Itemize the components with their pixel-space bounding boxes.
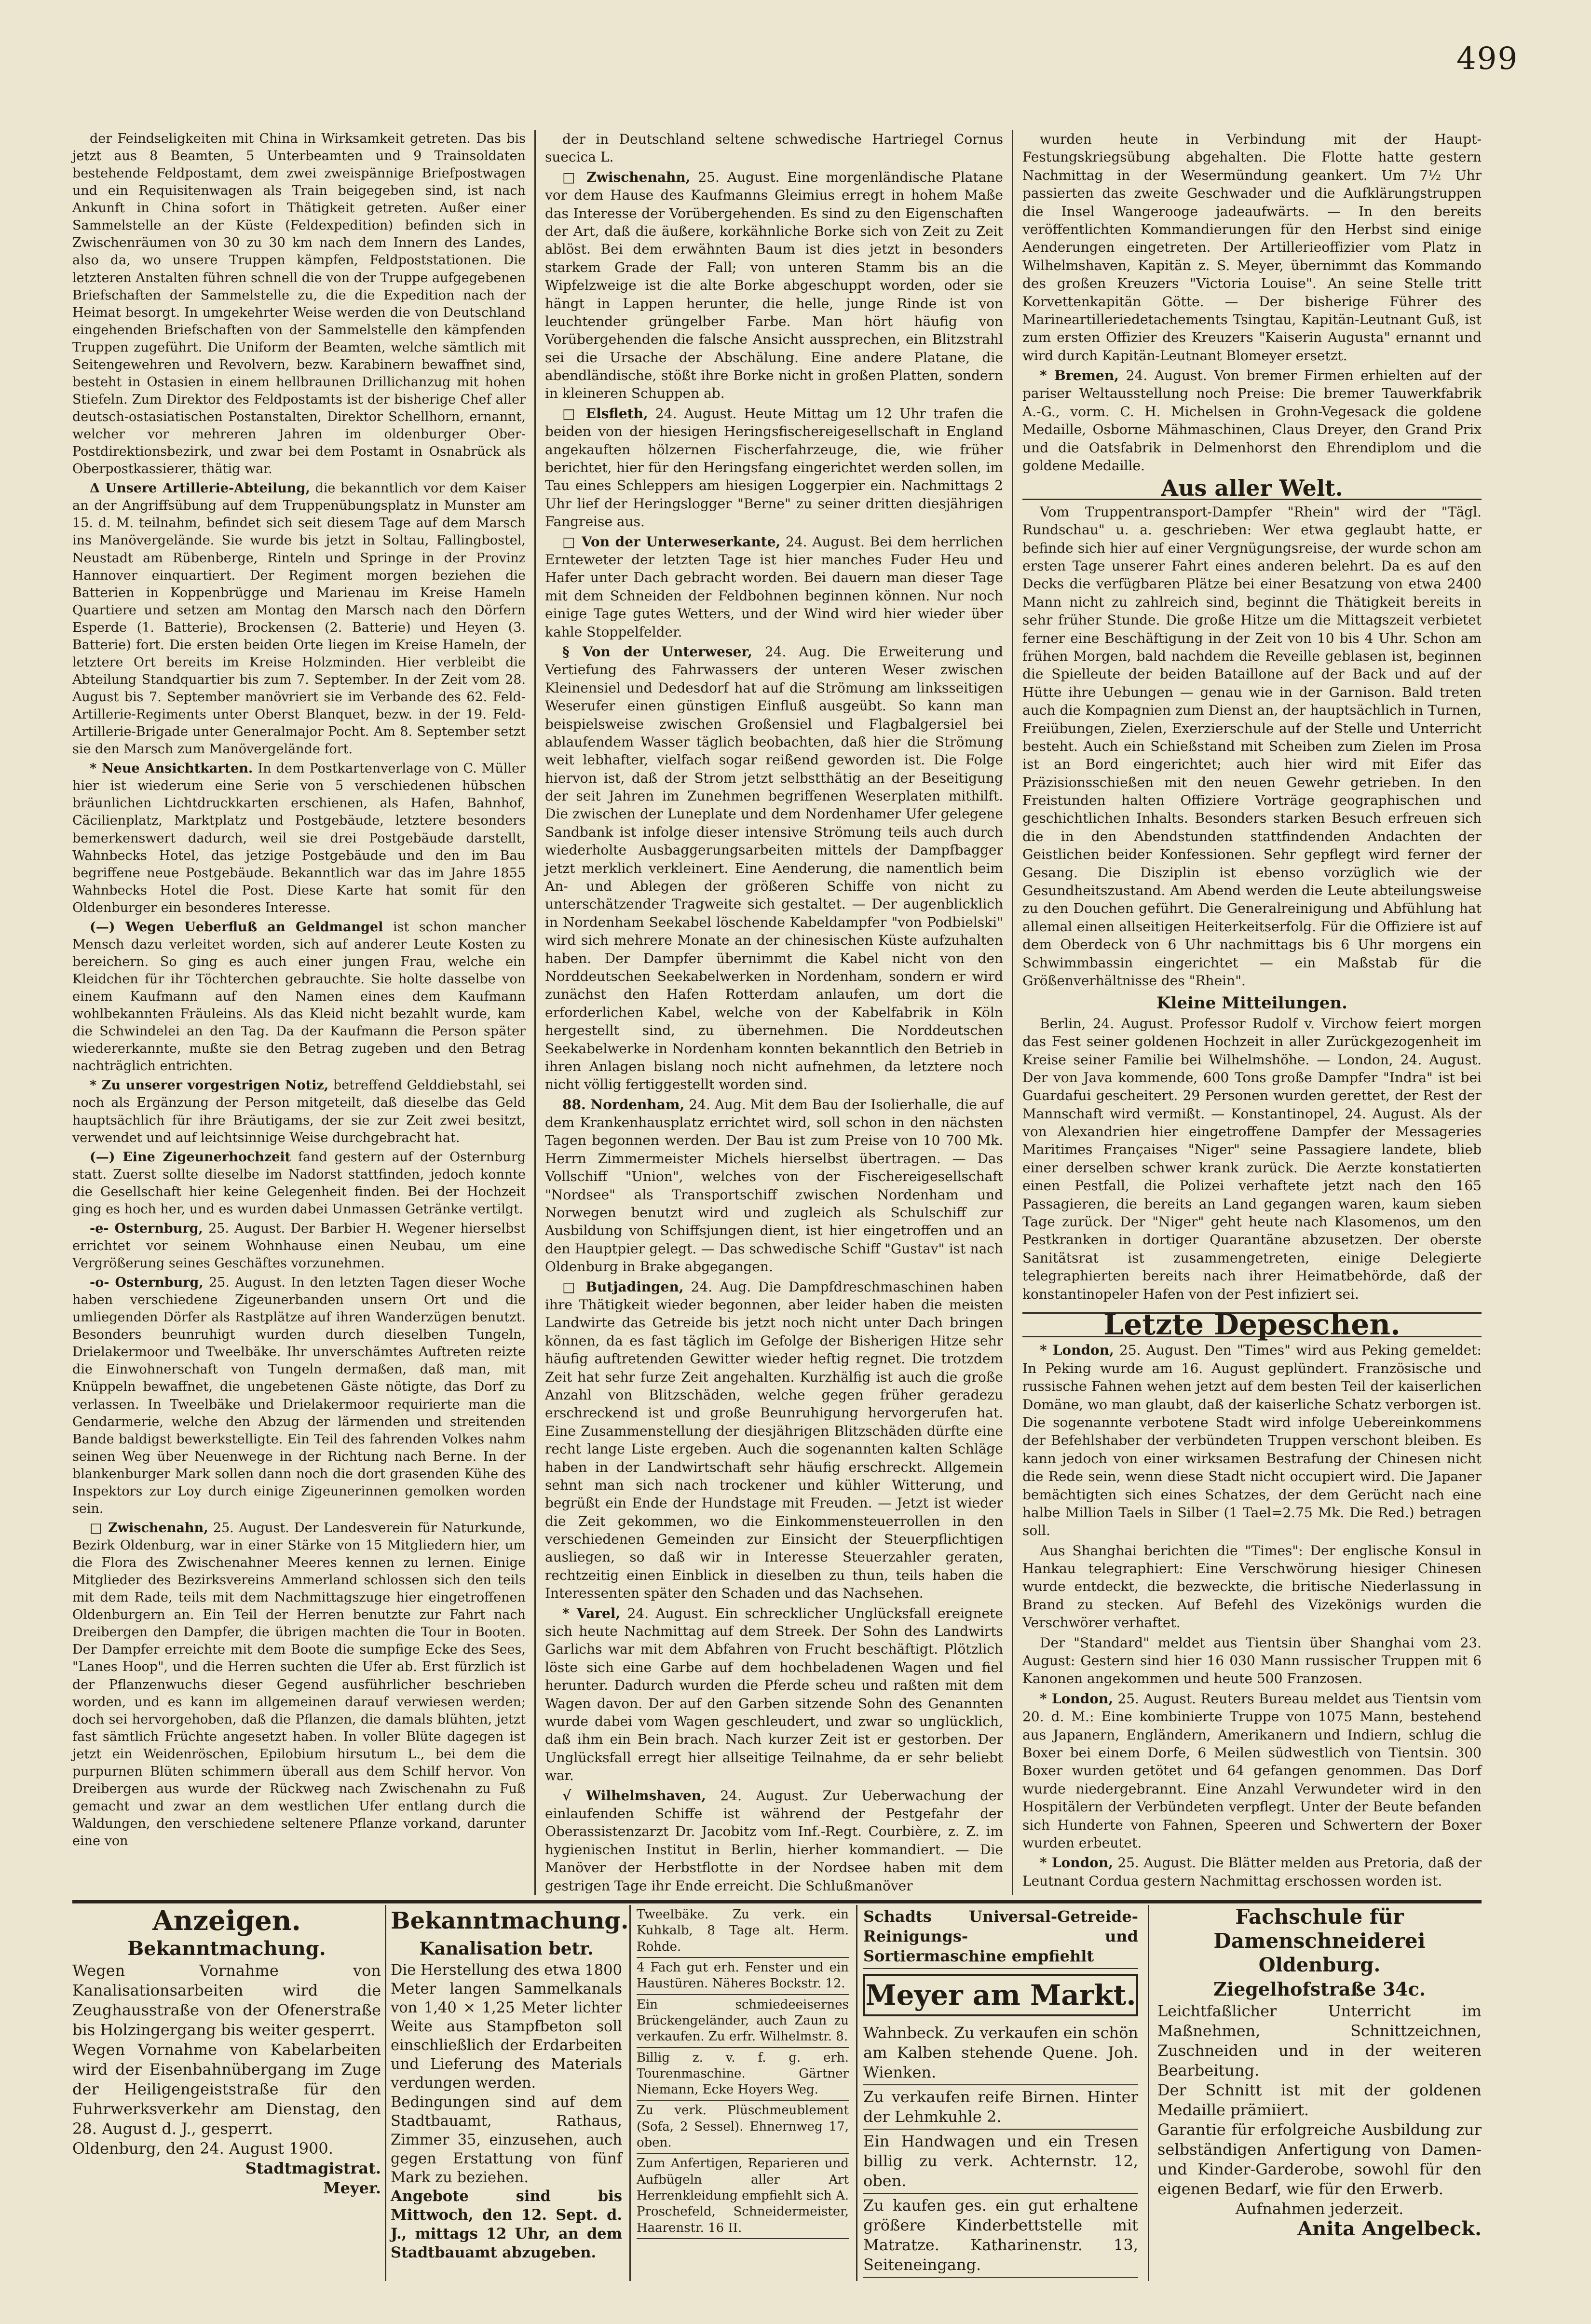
ad-subtitle: Kanalisation betr. — [419, 1939, 594, 1959]
ad-divider — [856, 1905, 857, 2281]
ad-text: Aufnahmen jederzeit. — [1235, 2200, 1404, 2218]
article-heading: □ Elsfleth, — [562, 405, 648, 421]
article-heading: -o- Osternburg, — [90, 1275, 204, 1291]
classified-ad: Zu kaufen ges. ein gut erhaltene größere Kinderbettstelle mit Matratze. Katharinenstr. 13, Seiteneingang. — [863, 2194, 1138, 2278]
ad-signature-name: Meyer. — [323, 2179, 381, 2197]
article — [1022, 1542, 1482, 1632]
ad-address: Ziegelhofstraße 34c. — [1213, 1978, 1426, 2000]
article-heading: □ Zwischenahn, — [562, 169, 691, 185]
article-text: 24. August. Bei dem herrlichen Ernteweter der letzten Tage ist hier manches Fuder Heu und Hafer unter Dach gebracht worden. Bei dauern man dieser Tage mit dem Schneiden der Feldbohnen beginnen können. Nur noch einige Tage gutes Wetters, und der Wind wird hier wieder über kahle Stoppelfelder. — [545, 533, 1003, 640]
column-3 — [1022, 130, 1482, 1895]
ad-kanalisation — [391, 1905, 629, 2281]
article-text: 24. Aug. Die Dampfdreschmaschinen haben ihre Thätigkeit wieder begonnen, aber leider haben die meisten Landwirte das Getreide bis jetzt noch nicht unter Dach bringen können, da es fast täglich im Gefolge der Bisherigen Hitze sehr häufig auftretenden Gewitter wieder heftig regnet. Die trotzdem Zeit hat sehr furze Zeit angehalten. Kurzhälfig ist auch die große Anzahl von Blitzschäden, welche gegen früher geradezu erschreckend ist und große Beunruhigung hervorgerufen hat. Eine Zusammenstellung der diesjährigen Blitzschäden dürfte eine recht lange Liste ergeben. Auch die sogenannten kalten Schläge haben in der Landwirtschaft sehr häufig erschreckt. Allgemein sehnt man sich nach trockener und kühler Witterung, und begrüßt ein Ende der Hundstage mit Freuden. — Jetzt ist wieder die Zeit gekommen, wo die Einkommensteuerrollen in den verschiedenen Gemeinden zur Einsicht der Steuerpflichtigen ausliegen, so daß wir in Interesse Steuerzahler geraten, rechtzeitig einen Einblick in dieselben zu thun, teils haben die Interessenten später den Schaden und das Nachsehen. — [545, 1278, 1003, 1602]
article-text: 24. August. Ein schrecklicher Unglücksfall ereignete sich heute Nachmittag auf dem Streek. Der Sohn des Landwirts Garlichs war mit dem Abfahren von Frucht beschäftigt. Plötzlich löste sich eine Garbe auf dem hochbeladenen Wagen und fiel herunter. Dadurch wurden die Pferde scheu und raßten mit dem Wagen davon. Der auf den Garben sitzende Sohn des Genannten wurde dabei vom Wagen geschleudert, und zwar so unglücklich, daß ihm ein Bein brach. Nach kurzer Zeit ist er gestorben. Der Unglücksfall erregt hier allseitige Teilnahme, da er sehr beliebt war. — [545, 1605, 1003, 1784]
section-heading-aus-aller-welt: Aus aller Welt. — [1022, 479, 1482, 500]
article — [1022, 503, 1482, 990]
article — [545, 1604, 1003, 1785]
column-divider — [534, 130, 536, 1895]
article — [72, 130, 526, 478]
article-heading: * Neue Ansichtkarten. — [90, 761, 253, 776]
ad-text: Angebote sind bis Mittwoch, den 12. Sept. d. J., mittags 12 Uhr, an dem Stadtbauamt abzugeben. — [391, 2187, 622, 2262]
article-text: der in Deutschland seltene schwedische Hartriegel Cornus suecica L. — [545, 131, 1003, 165]
article — [545, 1787, 1003, 1895]
article — [545, 130, 1003, 166]
ad-date: Oldenburg, den 24. August 1900. — [72, 2139, 333, 2158]
column-divider — [1012, 130, 1013, 1895]
ad-text: Schadts Universal-Getreide-Reinigungs- und Sortiermaschine empfiehlt — [863, 1905, 1138, 1969]
article-heading: * London, — [1040, 1690, 1113, 1707]
ad-text: Die Herstellung des etwa 1800 Meter langen Sammelkanals von 1,40 × 1,25 Meter lichter Weite aus Stampfbeton soll einschließlich der Erdarbeiten und Lieferung des Materials verdungen werden. — [391, 1962, 622, 2092]
article-text: 24. August. Von bremer Firmen erhielten auf der pariser Weltausstellung noch Preise: Die bremer Tauwerkfabrik A.-G., vorm. C. H. Michelsen in Grohn-Vegesack die goldene Medaille, Osborne Mähmaschinen, Claus Dreyer, den Grand Prix und die Oatsfabrik in Delmenhorst den Ehrendiplom und die goldene Medaille. — [1022, 367, 1482, 474]
article-heading: * Varel, — [562, 1605, 621, 1621]
ad-text: Leichtfaßlicher Unterricht im Maßnehmen, Schnittzeichnen, Zuschneiden und in der weiteren Bearbeitung. — [1157, 2002, 1482, 2079]
article-text: 24. August. Heute Mittag um 12 Uhr trafen die beiden von der hiesigen Heringsfischereigesellschaft in England angekauften hölzernen Fischerfahrzeuge, die, wie früher berichtet, hier für den Heringsfang eingerichtet werden sollen, im Tau eines Schleppers am hiesigen Loggerpier ein. Nachmittags 2 Uhr lief der Heringslogger "Berne" zu seiner dritten diesjährigen Fangreise aus. — [545, 405, 1004, 530]
article — [1022, 1015, 1482, 1303]
article-text: Vom Truppentransport-Dampfer "Rhein" wird der "Tägl. Rundschau" u. a. geschrieben: Wer etwa geglaubt hatte, er befinde sich hier auf einer Vergnügungsreise, der wurde schon am ersten Tage unserer Fahrt eines anderen belehrt. Da es auf den Decks die verfügbaren Plätze bei einer Besatzung von etwa 2400 Mann nicht zu zahlreich sind, beginnt die Thätigkeit bereits in sehr früher Stunde. Die große Hitze um die Mittagszeit verbietet ferner eine Beschäftigung in der Zeit von 10 bis 4 Uhr. Schon am frühen Morgen, bald nachdem die Reveille geblasen ist, beginnen die Spielleute der beiden Bataillone auf der Back und auf der Hütte ihre Uebungen — genau wie in der Garnison. Bald treten auch die Kompagnien zum Dienst an, der hauptsächlich in Turnen, Freiübungen, Zielen, Exerzierschule auf der Stelle und Unterricht besteht. Auch ein Schießstand mit Scheiben zum Zielen im Prosa ist an Bord eingerichtet; auch hier wird mit Eifer das Präzisionsschießen mit den neuen Gewehr getrieben. In den Freistunden halten Offiziere Vorträge geographischen und geschichtlichen Inhalts. Besonders starken Besuch erfreuen sich die in den Abendstunden stattfindenden Andachten der Geistlichen beider Konfessionen. Sehr gepflegt wird ferner der Gesang. Die Disziplin ist ebenso vorzüglich wie der Gesundheitszustand. Am Abend werden die Leute abteilungsweise zu den Douchen geführt. Die Generalreinigung und Abfühlung hat allemal einen allseitigen Heiterkeitserfolg. Für die Offiziere ist auf dem Oberdeck von 6 Uhr nachmittags bis 6 Uhr morgens ein Schwimmbassin eingerichtet — ein Maßstab für die Größenverhältnisse des "Rhein". — [1022, 503, 1482, 989]
article-heading: □ Zwischenahn, — [90, 1520, 208, 1536]
ads-heading: Anzeigen. — [152, 1905, 301, 1937]
article-heading: * London, — [1040, 1855, 1113, 1871]
article — [545, 168, 1003, 403]
ad-fachschule — [1157, 1905, 1482, 2281]
ad-title: Bekanntmachung. — [391, 1907, 629, 1934]
article-text: 25. August. Reuters Bureau meldet aus Tientsin vom 20. d. M.: Eine kombinierte Truppe von 1075 Mann, bestehend aus Japanern, Engländern, Amerikanern und Indiern, schlug die Boxer bei einem Dorfe, 6 Meilen südwestlich von Tientsin. 300 Boxer wurden getötet und 64 gefangen genommen. Das Dorf wurde niedergebrannt. Eine Anzahl Verwundeter wird in den Hospitälern der Verbündeten verpflegt. Unter der Beute befanden sich Hunderte von Fahnen, Speeren und Schwertern der Boxer wurden erbeutet. — [1022, 1690, 1482, 1851]
ad-divider — [629, 1905, 631, 2281]
article — [1022, 1341, 1482, 1539]
ad-divider — [1148, 1905, 1149, 2281]
article-text: Der "Standard" meldet aus Tientsin über Shanghai vom 23. August: Gestern sind hier 16 030 Mann russischer Truppen mit 6 Kanonen angekommen und heute 500 Franzosen. — [1022, 1634, 1482, 1687]
article — [72, 480, 526, 758]
article-heading: □ Butjadingen, — [562, 1278, 684, 1295]
classified-ad: Zu verkaufen reife Birnen. Hinter der Lehmkuhle 2. — [863, 2085, 1138, 2130]
article — [545, 405, 1003, 531]
article-text: der Feindseligkeiten mit China in Wirksamkeit getreten. Das bis jetzt aus 8 Beamten, 5 Unterbeamten und 9 Trainsoldaten bestehende Feldpostamt, dem zwei zweispännige Briefpostwagen und ein Requisitenwagen als Train beigegeben sind, ist nach Ankunft in China sofort in Thätigkeit getreten. Außer einer Sammelstelle an der Küste (Feldexpedition) befinden sich in Zwischenräumen von 30 zu 30 km nach dem Innern des Landes, also da, wo unsere Truppen kämpfen, Feldpoststationen. Die letzteren Anstalten führen schnell die von der Truppe aufgegebenen Briefschaften der Sammelstelle zu, die die Expedition nach der Heimat besorgt. In umgekehrter Weise werden die von Deutschland eingehenden Briefschaften von der Sammelstelle den kämpfenden Truppen zugeführt. Die Uniform der Beamten, welche sämtlich mit Seitengewehren und Revolvern, bezw. Karabinern bewaffnet sind, besteht in Ostasien in einem hellbraunen Drillichanzug mit hohen Stiefeln. Zum Direktor des Feldpostamts ist der bisherige Chef aller deutsch-ostasiatischen Postanstalten, Direktor Schellhorn, ernannt, welcher vor mehreren Jahren im oldenburger Ober-Postdirektionsbezirk, und zwar bei dem Postamt in Osnabrück als Oberpostkassierer, thätig war. — [72, 131, 526, 477]
column-2 — [545, 130, 1003, 1895]
ad-text: Wegen Vornahme von Kabelarbeiten wird der Eisenbahnübergang im Zuge der Heiligengeiststraße für den Fuhrwerksverkehr am Dienstag, den 28. August d. J., gesperrt. — [72, 2040, 381, 2138]
article — [545, 643, 1003, 1094]
article-text: wurden heute in Verbindung mit der Haupt-Festungskriegsübung abgehalten. Die Flotte hatte gestern Nachmittag in der Wesermündung geankert. Um 7½ Uhr passierten das zweite Geschwader und die Aufklärungstruppen die Insel Wangerooge jadeaufwärts. — In den bereits veröffentlichten Kommandierungen für den Herbst sind einige Aenderungen eingetreten. Der Artillerieoffizier vom Platz in Wilhelmshaven, Kapitän z. S. Meyer, übernimmt das Kommando des großen Kreuzers "Victoria Louise". An seine Stelle tritt Korvettenkapitän Götte. — Der bisherige Führer des Marineartilleriedetachements Tsingtau, Kapitän-Leutnant Guß, ist zum ersten Offizier des Kreuzers "Kaiserin Augusta" ernannt und wird durch Kapitän-Leutnant Blomeyer ersetzt. — [1022, 131, 1482, 364]
article-heading: § Von der Unterweser, — [562, 643, 752, 660]
classified-ad: Tweelbäke. Zu verk. ein Kuhkalb, 8 Tage alt. Herm. Rohde. — [637, 1905, 849, 1958]
classified-ad: Ein Handwagen und ein Tresen billig zu verk. Achternstr. 12, oben. — [863, 2130, 1138, 2194]
article-text: 24. Aug. Die Erweiterung und Vertiefung des Fahrwassers der unteren Weser zwischen Kleinensiel und Dedesdorf hat auf die Strömung am linksseitigen Weserufer einen günstigen Einfluß ausgeübt. So kann man beispielsweise zwischen Großensiel und Flagbalgersiel bei ablaufendem Wasser täglich beobachten, daß hier die Strömung weit lebhafter, vielfach sogar reißend geworden ist. Die Folge hiervon ist, daß der Strom jetzt selbstthätig an der Beseitigung der seit Jahren im Zunehmen begriffenen Weserplaten mithilft. Die zwischen der Luneplate und dem Nordenhamer Ufer gelegene Sandbank ist infolge dieser intensive Strömung teils auch durch wiederholte Ausbaggerungsarbeiten mittels der Dampfbagger jetzt merklich verkleinert. Eine Aenderung, die namentlich beim An- und Ablegen der größeren Schiffe von nicht zu unterschätzender Tragweite sich gestaltet. — Der augenblicklich in Nordenham Seekabel löschende Kabeldampfer "von Podbielski" wird sich mehrere Monate an der chinesischen Küste aufzuhalten haben. Der Dampfer übernimmt die Kabel nicht von den Norddeutschen Seekabelwerken in Nordenham, sondern er wird zunächst den Hafen Rotterdam anlaufen, um dort die erforderlichen Kabel, welche von der Kabelfabrik in Köln hergestellt sind, zu übernehmen. Die Norddeutschen Seekabelwerke in Nordenham konnten bekanntlich den Betrieb in ihren Anlagen bislang noch nicht aufnehmen, da letztere noch nicht völlig fertiggestellt worden sind. — [545, 643, 1004, 1093]
article — [72, 919, 526, 1075]
article — [72, 1077, 526, 1146]
article-text: 25. August. Der Barbier H. Wegener hierselbst errichtet vor seinem Wohnhause einen Neubau, um eine Vergrößerung seines Geschäftes vorzunehmen. — [72, 1221, 526, 1271]
ad-bekanntmachung-strassensperrung — [72, 1905, 381, 2281]
ad-meyer-am-markt — [863, 1905, 1138, 2281]
ad-title: Bekanntmachung. — [127, 1937, 326, 1960]
article-text: 25. August. Die Blätter melden aus Pretoria, daß der Leutnant Cordua gestern Nachmittag erschossen worden ist. — [1022, 1855, 1482, 1889]
article-text: Berlin, 24. August. Professor Rudolf v. Virchow feiert morgen das Fest seiner goldenen Hochzeit in aller Zurückgezogenheit im Kreise seiner Familie bei Wilhelmshöhe. — London, 24. August. Der von Java kommende, 600 Tons große Dampfer "Indra" ist bei Guardafui gescheitert. 29 Personen wurden gerettet, der Rest der Mannschaft wird vermißt. — Konstantinopel, 24. August. Als der von Alexandrien hier eingetroffene Dampfer der Messageries Maritimes Françaises "Niger" seine Passagiere landete, blieb einer derselben schwer krank zurück. Die Aerzte konstatierten einen Pestfall, die Polizei verhaftete jetzt nach den 165 Passagieren, die bereits an Land gegangen waren, kaum sieben Tage zurück. Der "Niger" geht heute nach Klasomenos, um den Pestkranken in dortiger Quarantäne abzusetzen. Der oberste Sanitätsrat ist zusammengetreten, einige Delegierte telegraphierten bereits nach ihrer Heimatbehörde, daß der konstantinopeler Hafen von der Pest infiziert sei. — [1022, 1015, 1482, 1302]
article-heading: * Zu unserer vorgestrigen Notiz, — [90, 1078, 329, 1093]
article-text: 25. August. In den letzten Tagen dieser Woche haben verschiedene Zigeunerbanden unsern Ort und die umliegenden Dörfer als Rastplätze auf ihren Wanderzügen benutzt. Besonders beunruhigt wurden durch dieselben Tungeln, Drielakermoor und Tweelbäke. Ihr unverschämtes Auftreten reizte die Einwohnerschaft von Tungeln dermaßen, daß man, mit Knüppeln bewaffnet, die ungebetenen Gäste nötigte, das Dorf zu verlassen. In Tweelbäke und Drielakermoor requirierte man die Gendarmerie, welche den Abzug der lärmenden und streitenden Bande baldigst bewerkstelligte. Ein Teil des fahrenden Volkes nahm seinen Weg über Neuenwege in der Richtung nach Berne. In der blankenburger Mark sollen dann noch die dort grasenden Kühe des Inspektors zur Loy durch einige Zigeunerinnen gemolken worden sein. — [72, 1275, 526, 1516]
classified-ad: Ein schmiedeeisernes Brückengeländer, auch Zaun zu verkaufen. Zu erfr. Wilhelmstr. 8. — [637, 1995, 849, 2048]
article-heading: 88. Nordenham, — [562, 1096, 685, 1113]
article — [1022, 1690, 1482, 1852]
ad-signature: Anita Angelbeck. — [1297, 2217, 1482, 2240]
article — [72, 1274, 526, 1518]
article — [1022, 1854, 1482, 1890]
article-text: 24. Aug. Mit dem Bau der Isolierhalle, die auf dem Krankenhausplatz errichtet wird, soll schon in den nächsten Tagen begonnen werden. Der Bau ist zum Preise von 10 700 Mk. Herrn Zimmermeister Michels hierselbst übertragen. — Das Vollschiff "Union", welches von der Fischereigesellschaft "Nordsee" als Transportschiff zwischen Nordenham und Norwegen benutzt wird und zugleich als Schulschiff zur Ausbildung von Schiffsjungen dient, ist hier eingetroffen und an den Hauptpier gelegt. — Das schwedische Schiff "Gustav" ist nach Oldenburg in Brake abgegangen. — [545, 1096, 1003, 1275]
ad-divider — [385, 1905, 386, 2281]
column-1 — [72, 130, 526, 1895]
ad-big-name: Meyer am Markt. — [863, 1974, 1138, 2016]
article-heading: * Bremen, — [1040, 367, 1119, 384]
advertisement-rule — [72, 1900, 1482, 1903]
ad-text: Garantie für erfolgreiche Ausbildung zur selbständigen Anfertigung von Damen- und Kinder-Garderobe, sowohl für den eigenen Bedarf, wie für den Erwerb. — [1157, 2120, 1482, 2198]
article-text: Aus Shanghai berichten die "Times": Der englische Konsul in Hankau telegraphiert: Eine Verschwörung hiesiger Chinesen wurde entdeckt, die bezweckte, die britische Niederlassung in Brand zu stecken. Auf Befehl des Vizekönigs wurden die Verschwörer verhaftet. — [1022, 1542, 1482, 1631]
article — [1022, 367, 1482, 475]
page-number: 499 — [1456, 41, 1519, 77]
article-text: betreffend Gelddiebstahl, sei noch als Ergänzung der Person mitgeteilt, daß dieselbe das Geld hauptsächlich für ihre Bräutigams, der sie zur Zeit zwei besitzt, verwendet und auf leichtsinnige Weise durchgebracht hat. — [72, 1078, 526, 1145]
ad-signature: Stadtmagistrat. — [245, 2159, 381, 2177]
article — [72, 1149, 526, 1218]
article-heading: Δ Unsere Artillerie-Abteilung, — [90, 481, 310, 496]
article — [545, 1278, 1003, 1603]
article-heading: -e- Osternburg, — [90, 1221, 203, 1236]
ad-text: Der Schnitt ist mit der goldenen Medaille prämiiert. — [1157, 2081, 1482, 2119]
article-text: 25. August. Den "Times" wird aus Peking gemeldet: In Peking wurde am 16. August geplündert. Französische und russische Fahnen wehen jetzt auf dem besten Teil der kaiserlichen Domäne, wo man glaubt, daß der kaiserliche Schatz verborgen ist. Die sogenannte verbotene Stadt wird infolge Uebereinkommens der Befehlshaber der verbündeten Truppen verschont bleiben. Es kann jedoch von einer wirksamen Bestrafung der Chinesen nicht die Rede sein, wenn diese Stadt nicht occupiert wird. Die Japaner bemächtigten sich eines Schatzes, der dem Gerücht nach eine halbe Million Taels in Silber (1 Tael=2.75 Mk. Die Red.) betragen soll. — [1022, 1342, 1482, 1539]
ad-small-classifieds — [637, 1905, 849, 2281]
article-text: 24. August. Zur Ueberwachung der einlaufenden Schiffe ist während der Pestgefahr der Oberassistenzarzt Dr. Jacobitz vom Inf.-Regt. Courbière, z. Z. im hygienischen Institut in Berlin, hierher kommandiert. — Die Manöver der Herbstflotte in der Nordsee haben mit dem gestrigen Tage ihr Ende erreicht. Die Schlußmanöver — [545, 1787, 1004, 1894]
section-heading-kleine-mitteilungen: Kleine Mitteilungen. — [1156, 993, 1348, 1013]
article — [72, 1220, 526, 1272]
article-text: In dem Postkartenverlage von C. Müller hier ist wiederum eine Serie von 5 verschiedenen hübschen bräunlichen Lichtdruckkarten erschienen, als Hafen, Bahnhof, Cäcilienplatz, Marktplatz und Postgebäude, letztere besonders bemerkenswert dadurch, weil sie drei Postgebäude darstellt, Wahnbecks Hotel, das jetzige Postgebäude und den im Bau begriffene neue Postgebäude. Bekanntlich war das im Jahre 1855 Wahnbecks Hotel die Post. Diese Karte hat somit für den Oldenburger ein besonderes Interesse. — [72, 761, 526, 915]
article-heading: (—) Eine Zigeunerhochzeit — [90, 1149, 291, 1165]
ad-text: Bedingungen sind auf dem Stadtbauamt, Rathaus, Zimmer 35, einzusehen, auch gegen Erstattung von fünf Mark zu beziehen. — [391, 2093, 622, 2186]
article-heading: * London, — [1040, 1342, 1114, 1359]
ad-city: Oldenburg. — [1258, 1954, 1381, 1976]
article — [1022, 1634, 1482, 1688]
article-text: die bekanntlich vor dem Kaiser an der Angriffsübung auf dem Truppenübungsplatz in Munster am 15. d. M. teilnahm, befindet sich seit diesem Tage auf dem Marsch ins Manövergelände. Sie wurde bis jetzt in Soltau, Fallingbostel, Neustadt am Rübenberge, Rinteln und Springe in der Provinz Hannover einquartiert. Der Regiment morgen beziehen die Batterien in Koppenbrügge und Marienau im Kreise Hameln Quartiere und setzen am Montag den Marsch nach den Dörfern Esperde (1. Batterie), Brockensen (2. Batterie) und Heyen (3. Batterie) fort. Die ersten beiden Orte liegen im Kreise Hameln, der letztere Ort bereits im Kreise Holzminden. Hier verbleibt die Abteilung Standquartier bis zum 7. September. In der Zeit vom 28. August bis 7. September manövriert sie im Verbande des 62. Feld-Artillerie-Regiments unter Oberst Blanquet, bezw. in der 19. Feld-Artillerie-Brigade unter Generalmajor Pocht. Am 8. September setzt sie den Marsch zum Manövergelände fort. — [72, 481, 526, 757]
classified-ad: Zu verk. Plüschmeublement (Sofa, 2 Sessel). Ehnernweg 17, oben. — [637, 2101, 849, 2154]
ad-title: Fachschule für Damenschneiderei — [1213, 1905, 1426, 1953]
article-heading: (—) Wegen Ueberfluß an Geldmangel — [90, 919, 383, 935]
article-text: 25. August. Der Landesverein für Naturkunde, Bezirk Oldenburg, war in einer Stärke von 15 Mitgliedern hier, um die Flora des Zwischenahner Meeres kennen zu lernen. Einige Mitglieder des Bezirksvereins Ammerland schlossen sich den teils mit dem Rade, teils mit dem Nachmittagszuge hier eingetroffenen Oldenburgern an. Ein Teil der Herren benutzte zur Fahrt nach Dreibergen den Dampfer, die übrigen machten die Tour in Booten. Der Dampfer erreichte mit dem Boote die sumpfige Ecke des Sees, "Lanes Hoop", und die Herren suchten die Ufer ab. Erst fürzlich ist der Pflanzenwuchs dieser Gegend ausführlicher beschrieben worden, und es kann im allgemeinen darauf verwiesen werden; doch sei hervorgehoben, daß die Pflanzen, die damals blühten, jetzt fast sämtlich Früchte angesetzt haben. In voller Blüte dagegen ist jetzt ein Weidenröschen, Epilobium hirsutum L., bei dem die purpurnen Blüten schimmern überall aus dem Schilf hervor. Von Dreibergen aus wurde der Rückweg nach Zwischenahn zu Fuß gemacht und zwar an dem westlichen Ufer entlang durch die Waldungen, den verschiedene seltenere Pflanze vorkand, darunter eine von — [72, 1520, 526, 1849]
article — [72, 1520, 526, 1850]
article — [1022, 130, 1482, 365]
article-text: fand gestern auf der Osternburg statt. Zuerst sollte dieselbe im Nadorst stattfinden, jedoch konnte die Gesellschaft hier keine Gelegenheit finden. Bei der Hochzeit ging es hoch her, und es wurden dabei Unmassen Getränke vertilgt. — [72, 1149, 526, 1217]
classified-ad: Zum Anfertigen, Reparieren und Aufbügeln aller Art Herrenkleidung empfiehlt sich A. Proschefeld, Schneidermeister, Haarenstr. 16 II. — [637, 2154, 849, 2239]
classified-ad: Billig z. v. f. g. erh. Tourenmaschine. Gärtner Niemann, Ecke Hoyers Weg. — [637, 2048, 849, 2101]
article — [72, 760, 526, 917]
classified-ad: 4 Fach gut erh. Fenster und ein Haustüren. Näheres Bockstr. 12. — [637, 1958, 849, 1995]
ad-text: Wegen Vornahme von Kanalisationsarbeiten wird die Zeughausstraße von der Ofenerstraße bis Holzingergang bis weiter gesperrt. — [72, 1961, 381, 2039]
article-text: ist schon mancher Mensch dazu verleitet worden, sich auf anderer Leute Kosten zu bereichern. So ging es auch einer jungen Frau, welche ein Kleidchen für ihr Töchterchen gebrauchte. Sie holte dasselbe von einem Kaufmann auf den Namen eines dem Kaufmann wohlbekannten Fräuleins. Als das Kleid nicht bezahlt wurde, kam die Schwindelei an den Tag. Da der Kaufmann die Person später wiedererkannte, mußte sie den Betrag zugeben und den Betrag nachträglich entrichten. — [72, 919, 526, 1074]
article-heading: □ Von der Unterweserkante, — [562, 533, 781, 550]
section-heading-letzte-depeschen: Letzte Depeschen. — [1022, 1312, 1482, 1337]
article — [545, 533, 1003, 641]
classified-ad: Wahnbeck. Zu verkaufen ein schön am Kalben stehende Quene. Joh. Wienken. — [863, 2021, 1138, 2085]
article-text: 25. August. Eine morgenländische Platane vor dem Hause des Kaufmanns Gleimius erregt in hohem Maße das Interesse der Vorübergehenden. Es sind zu den Eigenschaften der Art, daß die äußere, korkähnliche Borke sich von Zeit zu Zeit ablöst. Bei dem erwähnten Baum ist dies jetzt in besonders starkem Grade der Fall; von unteren Stamm bis an die Wipfelzweige ist die alte Borke abgeschuppt worden, oder sie hängt in Lappen herunter, die helle, junge Rinde ist von leuchtender grüngelber Farbe. Man hört häufig von Vorübergehenden die falsche Ansicht aussprechen, ein Blitzstrahl sei die Ursache der Abschälung. Eine andere Platane, die abendländische, stößt ihre Borke nicht in großen Platten, sondern in kleineren Schuppen ab. — [545, 169, 1003, 402]
article — [545, 1096, 1003, 1276]
article-heading: √ Wilhelmshaven, — [562, 1787, 706, 1804]
